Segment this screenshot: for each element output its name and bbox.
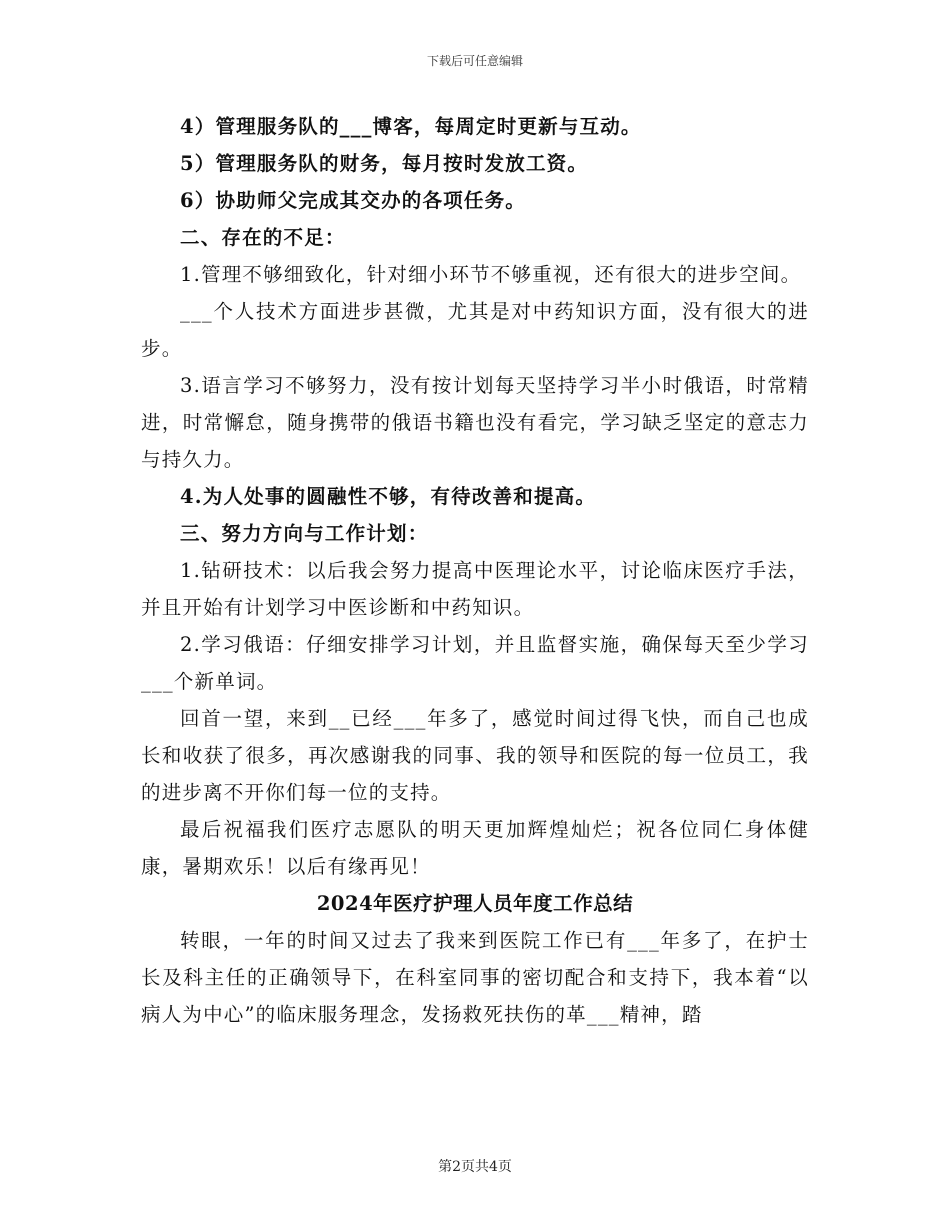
- document-body: [141, 108, 809, 1033]
- paragraph-assist-mentor: 6）协助师父完成其交办的各项任务。: [180, 189, 526, 212]
- paragraph-technical-progress: ___个人技术方面进步甚微，尤其是对中药知识方面，没有很大的进步。: [141, 300, 809, 360]
- paragraph-management-detail: 1.管理不够细致化，针对细小环节不够重视，还有很大的进步空间。: [180, 263, 802, 286]
- section-heading-plan: 三、努力方向与工作计划：: [180, 522, 429, 545]
- paragraph-reflection: 回首一望，来到__已经___年多了，感觉时间过得飞快，而自己也成长和收获了很多，再次感谢我的同事、我的领导和医院的每一位员工，我的进步离不开你们每一位的支持。: [141, 707, 809, 804]
- paragraph-language-learning: 3.语言学习不够努力，没有按计划每天坚持学习半小时俄语，时常精进，时常懈怠，随身携带的俄语书籍也没有看完，学习缺乏坚定的意志力与持久力。: [141, 374, 809, 471]
- paragraph-interpersonal: 4.为人处事的圆融性不够，有待改善和提高。: [180, 485, 597, 508]
- page-header: 下载后可任意编辑: [426, 54, 523, 68]
- paragraph-blog-management: 4）管理服务队的___博客，每周定时更新与互动。: [180, 115, 642, 138]
- document-title: 2024年医疗护理人员年度工作总结: [316, 892, 634, 915]
- paragraph-farewell: 最后祝福我们医疗志愿队的明天更加辉煌灿烂；祝各位同仁身体健康，暑期欢乐！以后有缘再见！: [141, 818, 809, 878]
- paragraph-study-russian: 2.学习俄语：仔细安排学习计划，并且监督实施，确保每天至少学习___个新单词。: [141, 633, 809, 693]
- paragraph-intro: 转眼，一年的时间又过去了我来到医院工作已有___年多了，在护士长及科主任的正确领导下，在科室同事的密切配合和支持下，我本着“以病人为中心”的临床服务理念，发扬救死扶伤的革___精神，踏: [141, 929, 809, 1026]
- section-heading-shortcomings: 二、存在的不足：: [180, 226, 346, 249]
- paragraph-study-technique: 1.钻研技术：以后我会努力提高中医理论水平，讨论临床医疗手法，并且开始有计划学习中医诊断和中药知识。: [141, 559, 809, 619]
- paragraph-finance-management: 5）管理服务队的财务，每月按时发放工资。: [180, 152, 589, 175]
- page-footer: 第2页共4页: [438, 1159, 512, 1175]
